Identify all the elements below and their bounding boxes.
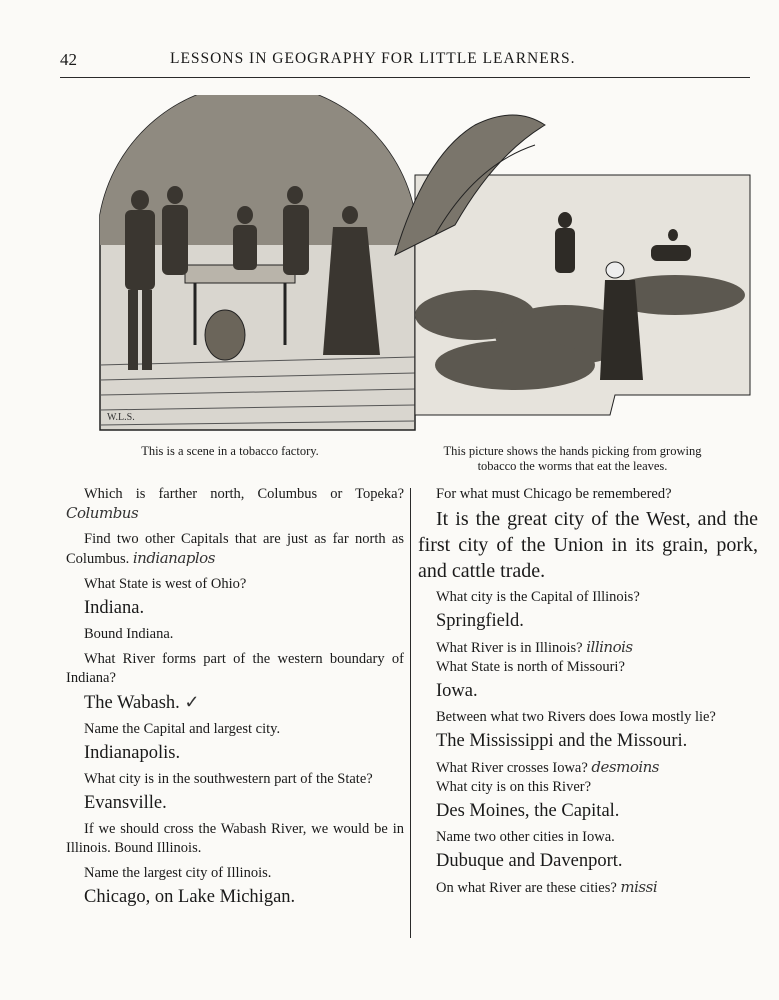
header-rule <box>60 77 750 78</box>
engraver-mark: W.L.S. <box>107 412 135 423</box>
question: Which is farther north, Columbus or Topeka? Columbus <box>66 486 404 522</box>
question: Name two other cities in Iowa. <box>436 829 615 845</box>
question: Name the largest city of Illinois. <box>84 865 272 881</box>
question: What River forms part of the western boundary of Indiana? <box>66 651 404 686</box>
engraving-illustrations <box>95 95 755 440</box>
question: On what River are these cities? missi <box>436 878 658 896</box>
question: What city is on this River? <box>436 779 592 795</box>
answer: Chicago, on Lake Michigan. <box>84 887 296 907</box>
tobacco-field-scene <box>395 115 750 415</box>
question: What city is in the southwestern part of the State? <box>84 771 373 787</box>
question: What River is in Illinois? illinois <box>436 638 633 656</box>
handwritten-answer: illinois <box>586 638 633 656</box>
handwritten-answer: indianaplos <box>132 549 215 567</box>
answer: Indiana. <box>84 598 145 618</box>
left-column <box>66 485 404 914</box>
running-header <box>60 50 750 72</box>
question: If we should cross the Wabash River, we would be in Illinois. Bound Illinois. <box>66 821 404 856</box>
right-figure-caption <box>400 444 745 474</box>
right-caption-line-2: tobacco the worms that eat the leaves. <box>477 459 668 473</box>
right-caption-line-1: This picture shows the hands picking from growing <box>443 444 702 458</box>
right-column <box>418 485 758 898</box>
check-mark: ✓ <box>184 692 200 712</box>
answer: It is the great city of the West, and the first city of the Union in its grain, pork, and cattle trade. <box>418 508 758 582</box>
left-figure-caption: This is a scene in a tobacco factory. <box>141 444 319 458</box>
question: What State is west of Ohio? <box>84 576 247 592</box>
answer: Indianapolis. <box>84 743 181 763</box>
tobacco-factory-scene <box>100 95 415 430</box>
question: What State is north of Missouri? <box>436 659 625 675</box>
question: What city is the Capital of Illinois? <box>436 589 640 605</box>
column-divider <box>410 488 411 938</box>
answer: Iowa. <box>436 681 478 701</box>
page-number: 42 <box>60 50 77 69</box>
question: Between what two Rivers does Iowa mostly lie? <box>436 709 716 725</box>
answer: Des Moines, the Capital. <box>436 801 620 821</box>
question: Find two other Capitals that are just as far north as Columbus. indianaplos <box>66 531 404 567</box>
answer: The Wabash. ✓ <box>84 692 200 713</box>
answer: Evansville. <box>84 793 167 813</box>
question: What River crosses Iowa? desmoins <box>436 758 660 776</box>
answer: Springfield. <box>436 611 524 631</box>
question: Bound Indiana. <box>84 626 174 642</box>
handwritten-answer: desmoins <box>591 758 660 776</box>
handwritten-answer: missi <box>620 878 658 896</box>
question: For what must Chicago be remembered? <box>436 486 672 502</box>
answer: Dubuque and Davenport. <box>436 851 623 871</box>
answer: The Mississippi and the Missouri. <box>436 731 688 751</box>
question: Name the Capital and largest city. <box>84 721 281 737</box>
handwritten-answer: Columbus <box>66 504 139 522</box>
running-title: LESSONS IN GEOGRAPHY FOR LITTLE LEARNERS. <box>170 50 576 67</box>
